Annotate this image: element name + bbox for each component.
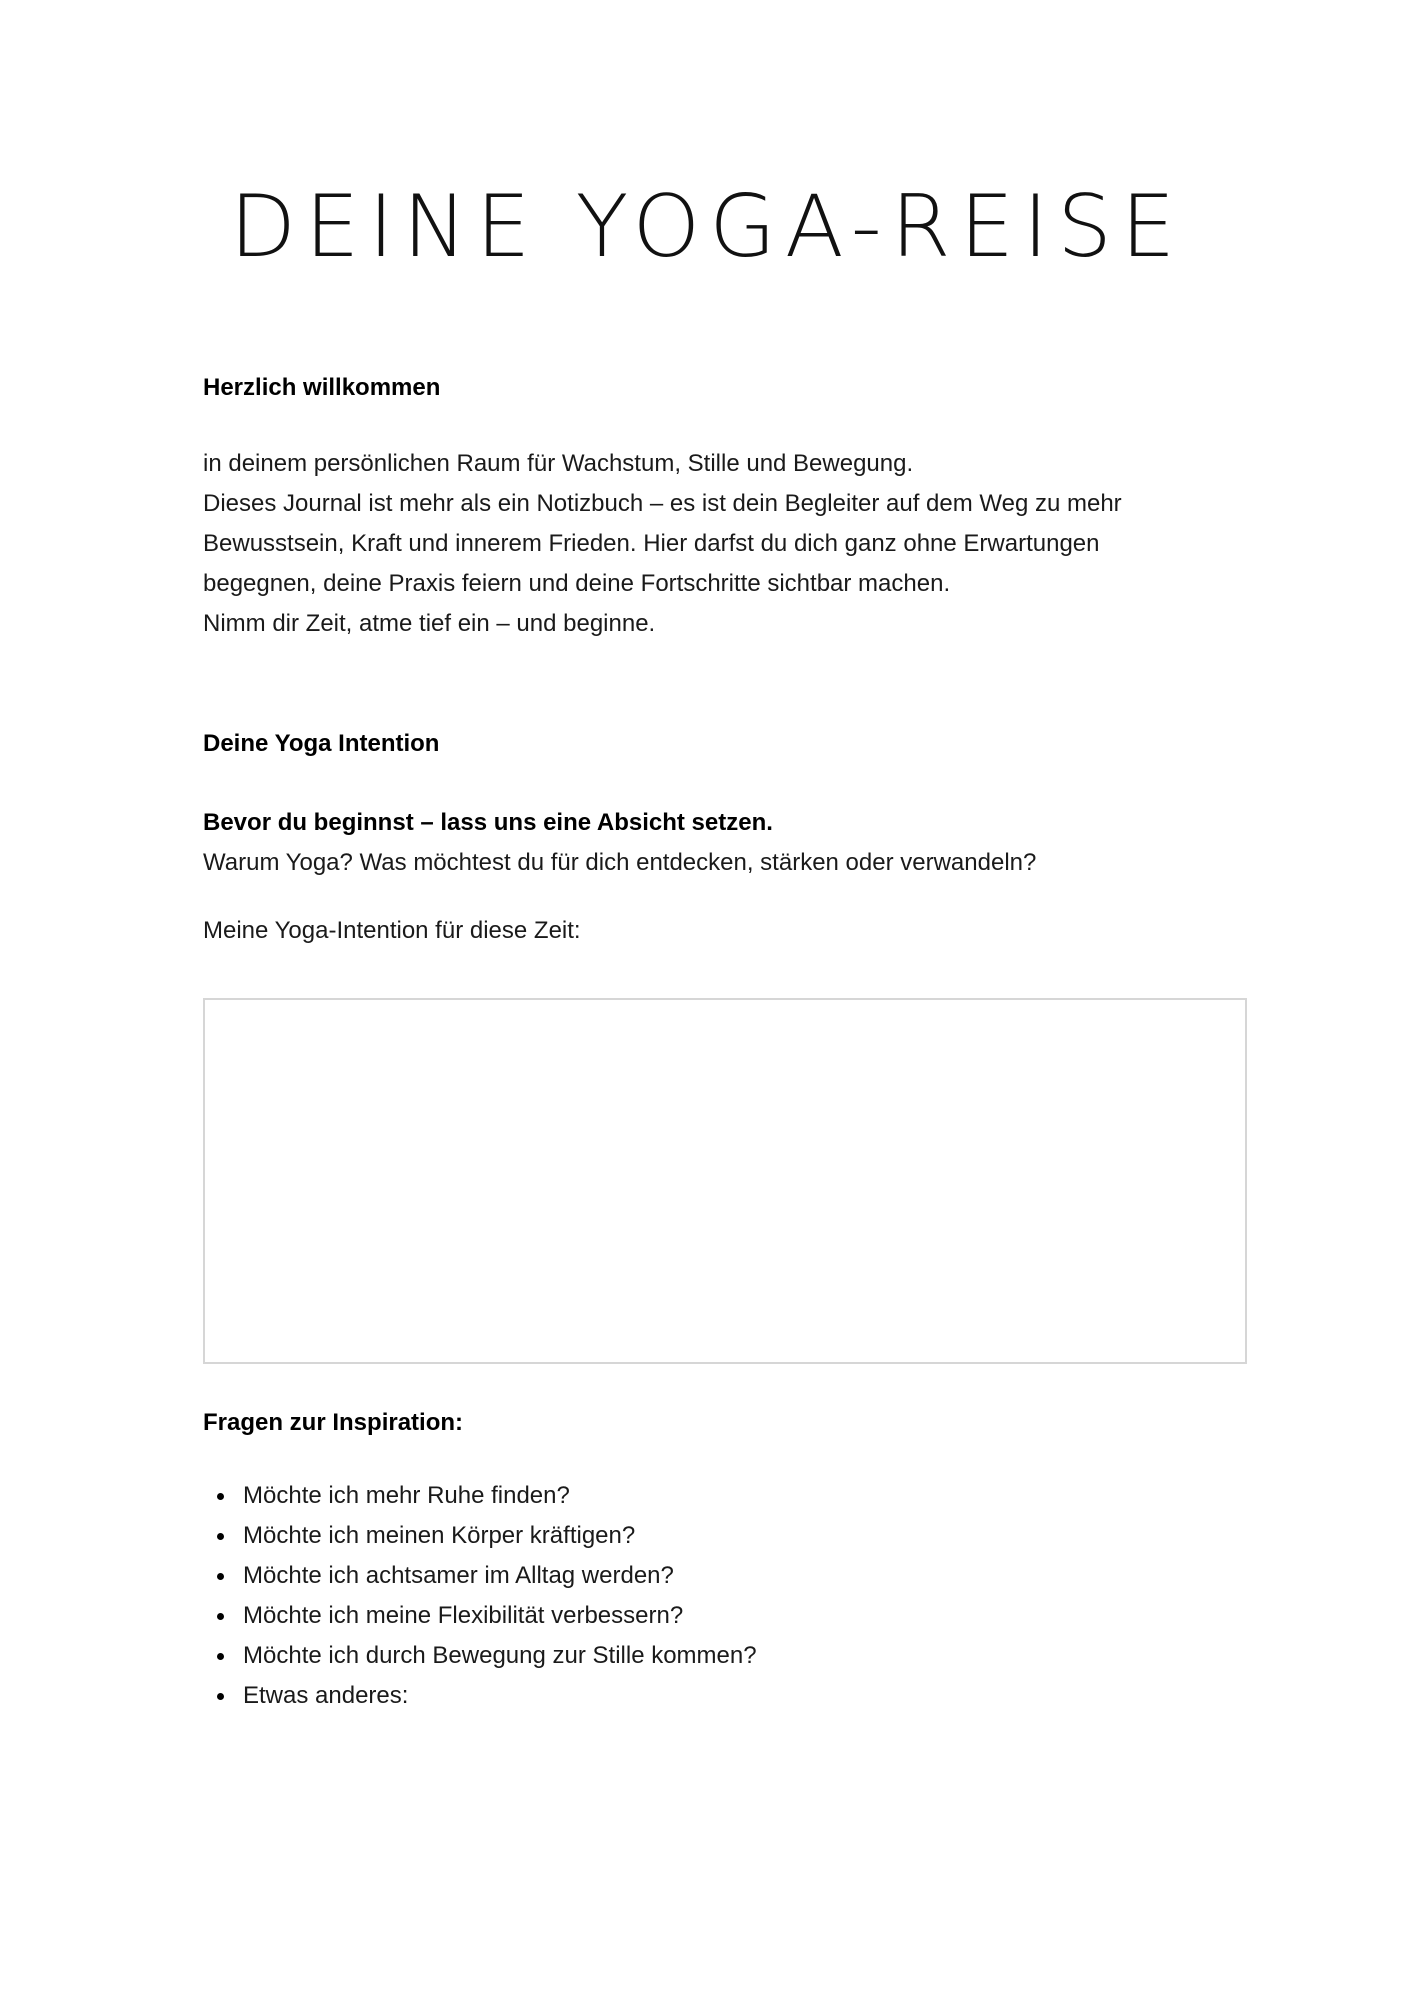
bullet-icon [217, 1613, 224, 1620]
welcome-heading: Herzlich willkommen [203, 374, 441, 401]
welcome-line: Dieses Journal ist mehr als ein Notizbuch – es ist dein Begleiter auf dem Weg zu mehr [203, 490, 1122, 517]
list-item [203, 1556, 757, 1596]
list-item [203, 1676, 757, 1716]
list-item-text: Möchte ich meine Flexibilität verbessern? [243, 1602, 684, 1629]
list-item-text: Möchte ich durch Bewegung zur Stille kommen? [243, 1642, 757, 1669]
welcome-line: Nimm dir Zeit, atme tief ein – und beginne. [203, 610, 656, 637]
list-item-text: Möchte ich achtsamer im Alltag werden? [243, 1562, 674, 1589]
page-title: DEINE YOGA-REISE [229, 177, 1185, 277]
list-item [203, 1476, 757, 1516]
welcome-line: in deinem persönlichen Raum für Wachstum, Stille und Bewegung. [203, 450, 914, 477]
bullet-icon [217, 1693, 224, 1700]
inspiration-heading: Fragen zur Inspiration: [203, 1409, 464, 1436]
bullet-icon [217, 1573, 224, 1580]
intention-heading: Deine Yoga Intention [203, 730, 440, 757]
intention-prompt: Meine Yoga-Intention für diese Zeit: [203, 917, 581, 944]
list-item [203, 1516, 757, 1556]
list-item-text: Möchte ich meinen Körper kräftigen? [243, 1522, 636, 1549]
list-item [203, 1596, 757, 1636]
welcome-line: begegnen, deine Praxis feiern und deine Fortschritte sichtbar machen. [203, 570, 951, 597]
bullet-icon [217, 1493, 224, 1500]
bullet-icon [217, 1533, 224, 1540]
intention-question: Warum Yoga? Was möchtest du für dich entdecken, stärken oder verwandeln? [203, 849, 1037, 876]
bullet-icon [217, 1653, 224, 1660]
list-item-text: Möchte ich mehr Ruhe finden? [243, 1482, 570, 1509]
list-item-text: Etwas anderes: [243, 1682, 409, 1709]
intention-lead: Bevor du beginnst – lass uns eine Absicht setzen. [203, 809, 773, 836]
welcome-line: Bewusstsein, Kraft und innerem Frieden. Hier darfst du dich ganz ohne Erwartungen [203, 530, 1100, 557]
intention-writing-box[interactable] [203, 998, 1247, 1364]
welcome-paragraph [203, 444, 1122, 644]
inspiration-list [203, 1476, 757, 1716]
list-item [203, 1636, 757, 1676]
